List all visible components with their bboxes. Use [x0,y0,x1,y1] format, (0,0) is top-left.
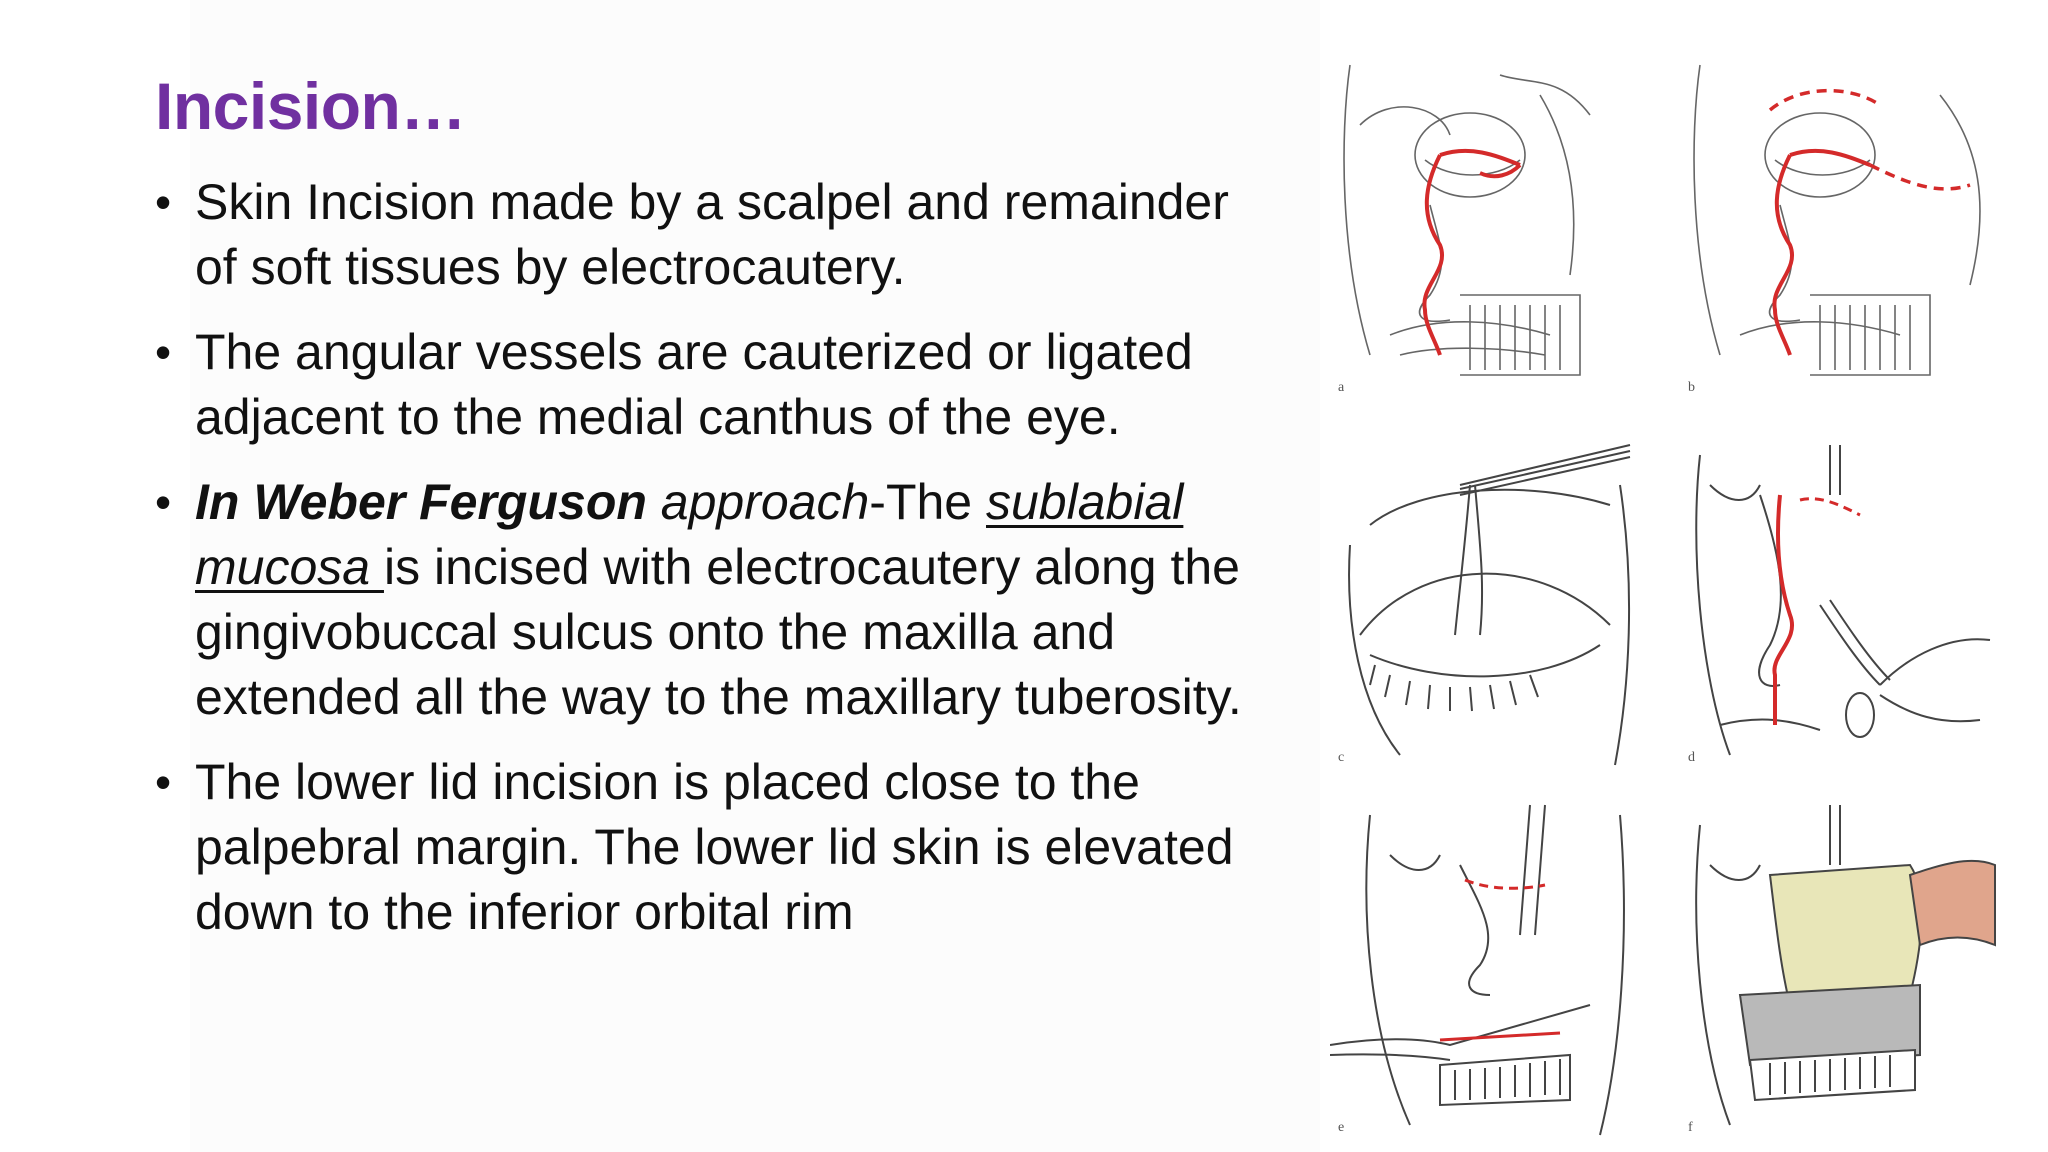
figure-panel-c [1330,425,1660,770]
bullet-text-italic: approach [646,474,870,530]
panel-letter: b [1688,380,1695,395]
bullet-dot: • [155,326,172,378]
figure-panel-d [1680,425,2010,770]
maxilla-exposure-retractor-drawing-icon [1330,795,1660,1140]
face-incision-extended-dashed-drawing-icon [1680,55,2010,400]
surgical-illustration-figure [1330,55,2020,1135]
bullet-text: The lower lid incision is placed close to the palpebral margin. The lower lid skin is elevated down to the inferior orbital rim [195,754,1234,940]
bullet-dot: • [155,176,172,228]
slide-title: Incision… [155,69,466,143]
figure-panel-b [1680,55,2010,400]
bullet-text-emphasis: In Weber Ferguson [195,474,647,530]
panel-letter: a [1338,380,1345,395]
bullet-item [155,750,1265,945]
bullet-text: -The [869,474,986,530]
bullet-dot: • [155,756,172,808]
eyelid-forceps-drawing-icon [1330,425,1660,770]
bullet-text: Skin Incision made by a scalpel and remainder of soft tissues by electrocautery. [195,174,1229,295]
maxilla-flap-retracted-drawing-icon [1680,795,2010,1140]
figure-panel-a [1330,55,1660,400]
panel-letter: c [1338,750,1345,765]
bullet-list [155,170,1265,965]
figure-panel-e [1330,795,1660,1140]
bullet-text: The angular vessels are cauterized or ligated adjacent to the medial canthus of the eye. [195,324,1193,445]
figure-panel-f [1680,795,2010,1140]
bullet-text-underlined: sublabial mucosa [195,474,1184,595]
bullet-dot: • [155,476,172,528]
bullet-text: is incised with electrocautery along the gingivobuccal sulcus onto the maxilla and extended all the way to the maxillary tuberosity. [195,539,1242,725]
panel-letter: d [1688,750,1695,765]
panel-letter: e [1338,1120,1345,1135]
bullet-item [155,470,1265,730]
face-incision-lateral-rhinotomy-drawing-icon [1330,55,1660,400]
panel-letter: f [1688,1120,1693,1135]
bullet-item [155,320,1265,450]
bullet-item [155,170,1265,300]
nose-incision-scissors-drawing-icon [1680,425,2010,770]
